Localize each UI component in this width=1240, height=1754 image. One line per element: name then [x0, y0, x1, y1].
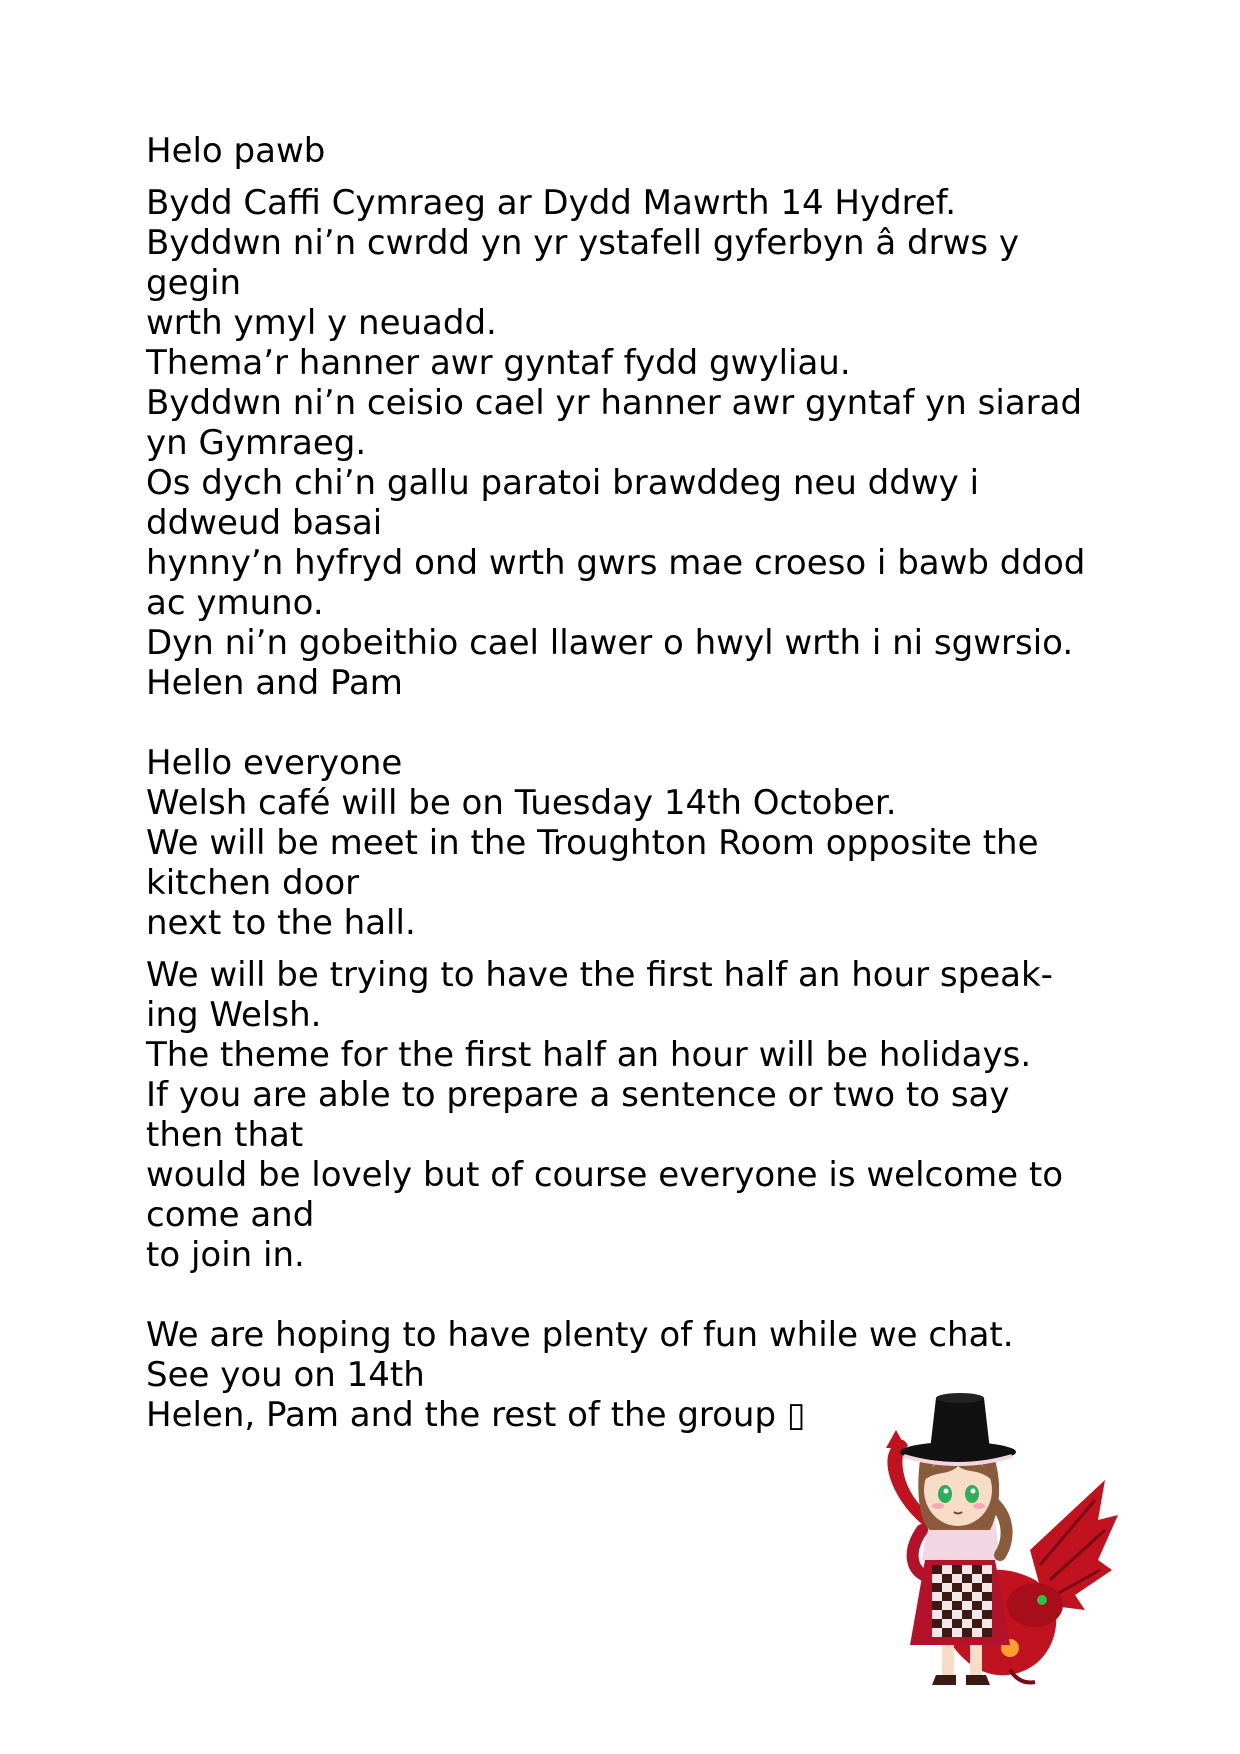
welsh-signature: Helen and Pam [146, 663, 403, 703]
english-line: The theme for the first half an hour will be holidays. [146, 1035, 1032, 1075]
welsh-line: ddweud basai [146, 503, 383, 543]
welsh-girl-with-red-dragon-illustration [860, 1390, 1120, 1700]
english-line: kitchen door [146, 863, 360, 903]
eye-icon [965, 1485, 979, 1503]
welsh-line: gegin [146, 263, 242, 303]
english-line: We are hoping to have plenty of fun while we chat. [146, 1315, 1014, 1355]
tall-black-hat-icon [930, 1398, 990, 1450]
dragon-eye-icon [1037, 1595, 1047, 1605]
english-line: next to the hall. [146, 903, 416, 943]
welsh-line: Dyn ni’n gobeithio cael llawer o hwyl wrth i ni sgwrsio. [146, 623, 1074, 663]
english-line: would be lovely but of course everyone is welcome to [146, 1155, 1064, 1195]
welsh-line: Bydd Caffi Cymraeg ar Dydd Mawrth 14 Hydref. [146, 183, 957, 223]
dragon-tail-tip-icon [886, 1430, 906, 1448]
english-greeting: Hello everyone [146, 743, 403, 783]
english-line: come and [146, 1195, 315, 1235]
english-line: See you on 14th [146, 1355, 425, 1395]
welsh-line: Byddwn ni’n cwrdd yn yr ystafell gyferbyn â drws y [146, 223, 1020, 263]
english-line: ing Welsh. [146, 995, 322, 1035]
checkered-apron-icon [932, 1565, 992, 1637]
shoe-icon [932, 1675, 956, 1685]
shoe-icon [966, 1675, 990, 1685]
english-line: If you are able to prepare a sentence or two to say [146, 1075, 1010, 1115]
dragon-head-icon [1007, 1583, 1063, 1627]
welsh-line: Thema’r hanner awr gyntaf fydd gwyliau. [146, 343, 851, 383]
english-line: Welsh café will be on Tuesday 14th October. [146, 783, 897, 823]
eye-icon [938, 1485, 952, 1503]
welsh-line: yn Gymraeg. [146, 423, 367, 463]
english-line: We will be trying to have the first half an hour speak- [146, 955, 1053, 995]
welsh-line: Os dych chi’n gallu paratoi brawddeg neu ddwy i [146, 463, 980, 503]
welsh-line: Byddwn ni’n ceisio cael yr hanner awr gyntaf yn siarad [146, 383, 1083, 423]
english-line: then that [146, 1115, 304, 1155]
welsh-greeting: Helo pawb [146, 131, 326, 171]
welsh-line: ac ymuno. [146, 583, 324, 623]
english-line: We will be meet in the Troughton Room opposite the [146, 823, 1039, 863]
english-line: to join in. [146, 1235, 305, 1275]
welsh-line: wrth ymyl y neuadd. [146, 303, 497, 343]
english-signature: Helen, Pam and the rest of the group ▯ [146, 1395, 806, 1435]
welsh-line: hynny’n hyfryd ond wrth gwrs mae croeso i bawb ddod [146, 543, 1086, 583]
